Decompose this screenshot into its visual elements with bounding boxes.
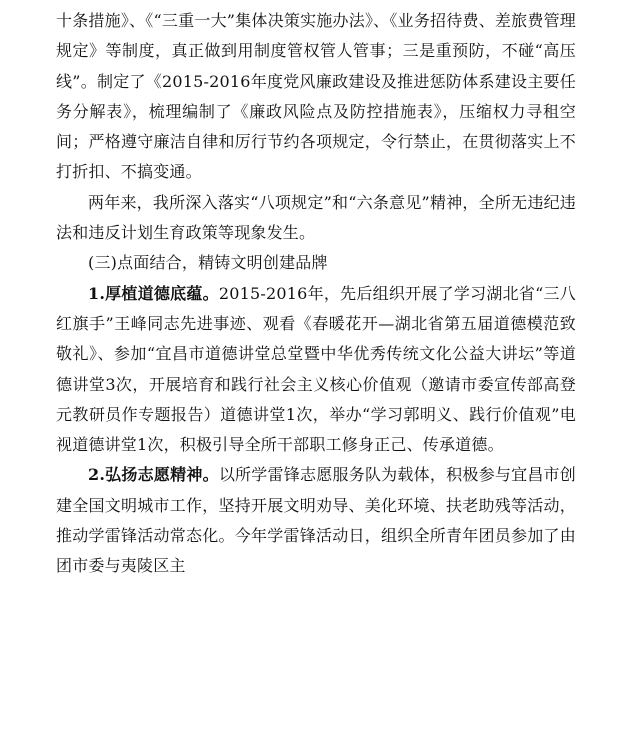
paragraph-volunteer-spirit: [56, 460, 576, 581]
paragraph-two-years-summary: 两年来，我所深入落实“八项规定”和“六条意见”精神，全所无违纪违法和违反计划生育政策等现象发生。: [56, 192, 576, 243]
document-body: [56, 6, 576, 582]
paragraph-anticorruption-measures: 十条措施》、《“三重一大”集体决策实施办法》、《业务招待费、差旅费管理规定》等制度，真正做到用制度管权管人管事；三是重预防，不碰“高压线”。制定了《2015-2016年度党风廉政建设及推进惩防体系建设主要任务分解表》，梳理编制了《廉政风险点及防控措施表》，压缩权力寻租空间；严格遵守廉洁自律和厉行节约各项规定，令行禁止，在贯彻落实上不打折扣、不搞变通。: [56, 11, 576, 182]
paragraph-moral-foundation-text: 2015-2016年，先后组织开展了学习湖北省“三八红旗手”王峰同志先进事迹、观看《春暖花开—湖北省第五届道德模范致敬礼》、参加“宜昌市道德讲堂总堂暨中华优秀传统文化公益大讲坛”等道德讲堂3次，开展培育和践行社会主义核心价值观（邀请市委宣传部高登元教研员作专题报告）道德讲堂1次，举办“学习郭明义、践行价值观”电视道德讲堂1次，积极引导全所干部职工修身正己、传承道德。: [56, 283, 576, 455]
paragraph-moral-foundation: [56, 279, 576, 461]
section-heading-civilization-brand: (三)点面结合，精铸文明创建品牌: [88, 253, 328, 273]
paragraph-volunteer-spirit-heading: 2.弘扬志愿精神。: [88, 465, 219, 485]
paragraph-moral-foundation-heading: 1.厚植道德底蕴。: [88, 283, 219, 303]
paragraph-volunteer-spirit-text: 以所学雷锋志愿服务队为载体，积极参与宜昌市创建全国文明城市工作，坚持开展文明劝导、美化环境、扶老助残等活动，推动学雷锋活动常态化。今年学雷锋活动日，组织全所青年团员参加了由团市委与夷陵区主: [56, 465, 576, 576]
